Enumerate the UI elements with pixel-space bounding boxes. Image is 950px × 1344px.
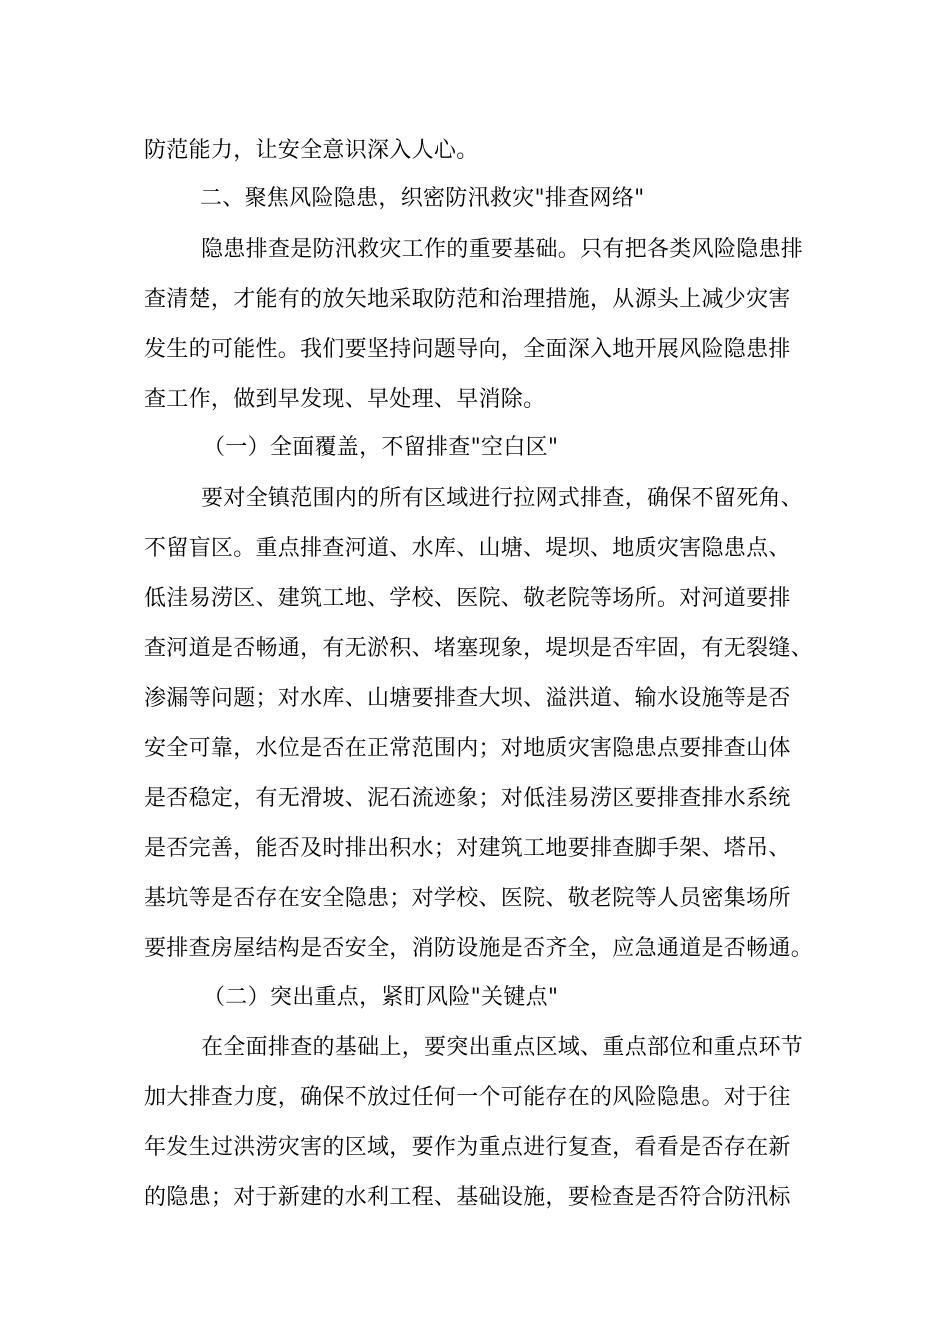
paragraph-line: 防范能力，让安全意识深入人心。 [144,138,479,163]
paragraph-line: 渗漏等问题；对水库、山塘要排查大坝、溢洪道、输水设施等是否 [144,686,791,711]
section-heading: 二、聚焦风险隐患，织密防汛救灾"排查网络" [200,186,645,211]
paragraph-line: 查河道是否畅通，有无淤积、堵塞现象，堤坝是否牢固，有无裂缝、 [144,636,814,661]
paragraph-line: 低洼易涝区、建筑工地、学校、医院、敬老院等场所。对河道要排 [144,586,791,611]
paragraph-line: 不留盲区。重点排查河道、水库、山塘、堤坝、地质灾害隐患点、 [144,536,791,561]
subsection-heading: （一）全面覆盖，不留排查"空白区" [203,435,559,460]
subsection-heading: （二）突出重点，紧盯风险"关键点" [203,985,559,1010]
paragraph-line: 是否稳定，有无滑坡、泥石流迹象；对低洼易涝区要排查排水系统 [144,786,791,811]
paragraph-line: 基坑等是否存在安全隐患；对学校、医院、敬老院等人员密集场所 [144,886,791,911]
paragraph-line: 的隐患；对于新建的水利工程、基础设施，要检查是否符合防汛标 [144,1185,791,1210]
paragraph-line: 年发生过洪涝灾害的区域，要作为重点进行复查，看看是否存在新 [144,1135,791,1160]
paragraph-line: 是否完善，能否及时排出积水；对建筑工地要排查脚手架、塔吊、 [144,836,791,861]
paragraph-line: 发生的可能性。我们要坚持问题导向，全面深入地开展风险隐患排 [144,337,791,362]
paragraph-line: 要对全镇范围内的所有区域进行拉网式排查，确保不留死角、 [201,486,804,511]
paragraph-line: 安全可靠，水位是否在正常范围内；对地质灾害隐患点要排查山体 [144,736,791,761]
paragraph-line: 要排查房屋结构是否安全，消防设施是否齐全，应急通道是否畅通。 [144,936,814,961]
paragraph-line: 隐患排查是防汛救灾工作的重要基础。只有把各类风险隐患排 [201,237,804,262]
paragraph-line: 查清楚，才能有的放矢地采取防范和治理措施，从源头上减少灾害 [144,287,791,312]
paragraph-line: 在全面排查的基础上，要突出重点区域、重点部位和重点环节 [201,1035,804,1060]
paragraph-line: 加大排查力度，确保不放过任何一个可能存在的风险隐患。对于往 [144,1085,791,1110]
paragraph-line: 查工作，做到早发现、早处理、早消除。 [144,387,546,412]
